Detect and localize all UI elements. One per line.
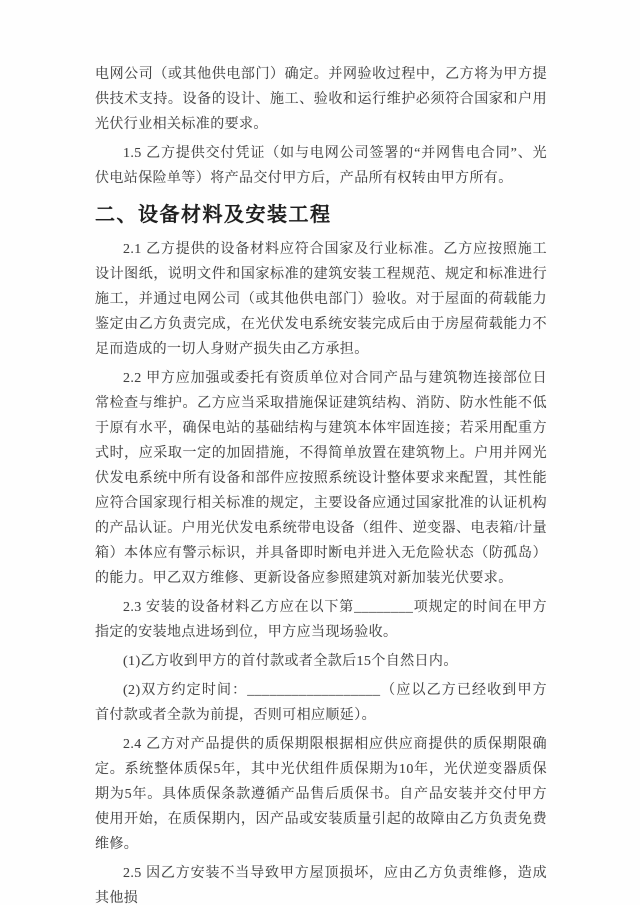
paragraph-clause-2-3-item-1: (1)乙方收到甲方的首付款或者全款后15个自然日内。 xyxy=(123,654,458,669)
paragraph-clause-2-3: 2.3 安装的设备材料乙方应在以下第________项规定的时间在甲方指定的安装地点进场到位，甲方应当现场验收。 xyxy=(95,600,547,640)
contract-content xyxy=(95,62,547,911)
paragraph-clause-2-1: 2.1 乙方提供的设备材料应符合国家及行业标准。乙方应按照施工设计图纸，说明文件和国家标准的建筑安装工程规范、规定和标准进行施工，并通过电网公司（或其他供电部门）验收。对于屋面的荷载能力鉴定由乙方负责完成，在光伏发电系统安装完成后由于房屋荷载能力不足而造成的一切人身财产损失由乙方承担。 xyxy=(95,242,547,357)
paragraph-clause-2-4: 2.4 乙方对产品提供的质保期限根据相应供应商提供的质保期限确定。系统整体质保5年，其中光伏组件质保期为10年，光伏逆变器质保期为5年。具体质保条款遵循产品售后质保书。自产品安装并交付甲方使用开始，在质保期内，因产品或安装质量引起的故障由乙方负责免费维修。 xyxy=(95,737,547,852)
paragraph-clause-1-4-continuation: 电网公司（或其他供电部门）确定。并网验收过程中，乙方将为甲方提供技术支持。设备的设计、施工、验收和运行维护必须符合国家和户用光伏行业相关标准的要求。 xyxy=(95,67,547,132)
paragraph-clause-1-5: 1.5 乙方提供交付凭证（如与电网公司签署的“并网售电合同”、光伏电站保险单等）将产品交付甲方后，产品所有权转由甲方所有。 xyxy=(95,146,547,186)
paragraph-clause-2-3-item-2: (2)双方约定时间：__________________（应以乙方已经收到甲方首付款或者全款为前提，否则可相应顺延）。 xyxy=(95,683,547,723)
paragraph-clause-2-2: 2.2 甲方应加强或委托有资质单位对合同产品与建筑物连接部位日常检查与维护。乙方应当采取措施保证建筑结构、消防、防水性能不低于原有水平，确保电站的基础结构与建筑本体牢固连接；若采用配重方式时，应采取一定的加固措施，不得简单放置在建筑物上。户用并网光伏发电系统中所有设备和部件应按照系统设计整体要求来配置，其性能应符合国家现行相关标准的规定，主要设备应通过国家批准的认证机构的产品认证。户用光伏发电系统带电设备（组件、逆变器、电表箱/计量箱）本体应有警示标识，并具备即时断电并进入无危险状态（防孤岛）的能力。甲乙双方维修、更新设备应参照建筑对新加装光伏要求。 xyxy=(95,371,547,586)
section-heading-equipment-and-installation: 二、设备材料及安装工程 xyxy=(95,204,332,226)
paragraph-clause-2-5: 2.5 因乙方安装不当导致甲方屋顶损坏，应由乙方负责维修，造成其他损 xyxy=(95,866,547,906)
